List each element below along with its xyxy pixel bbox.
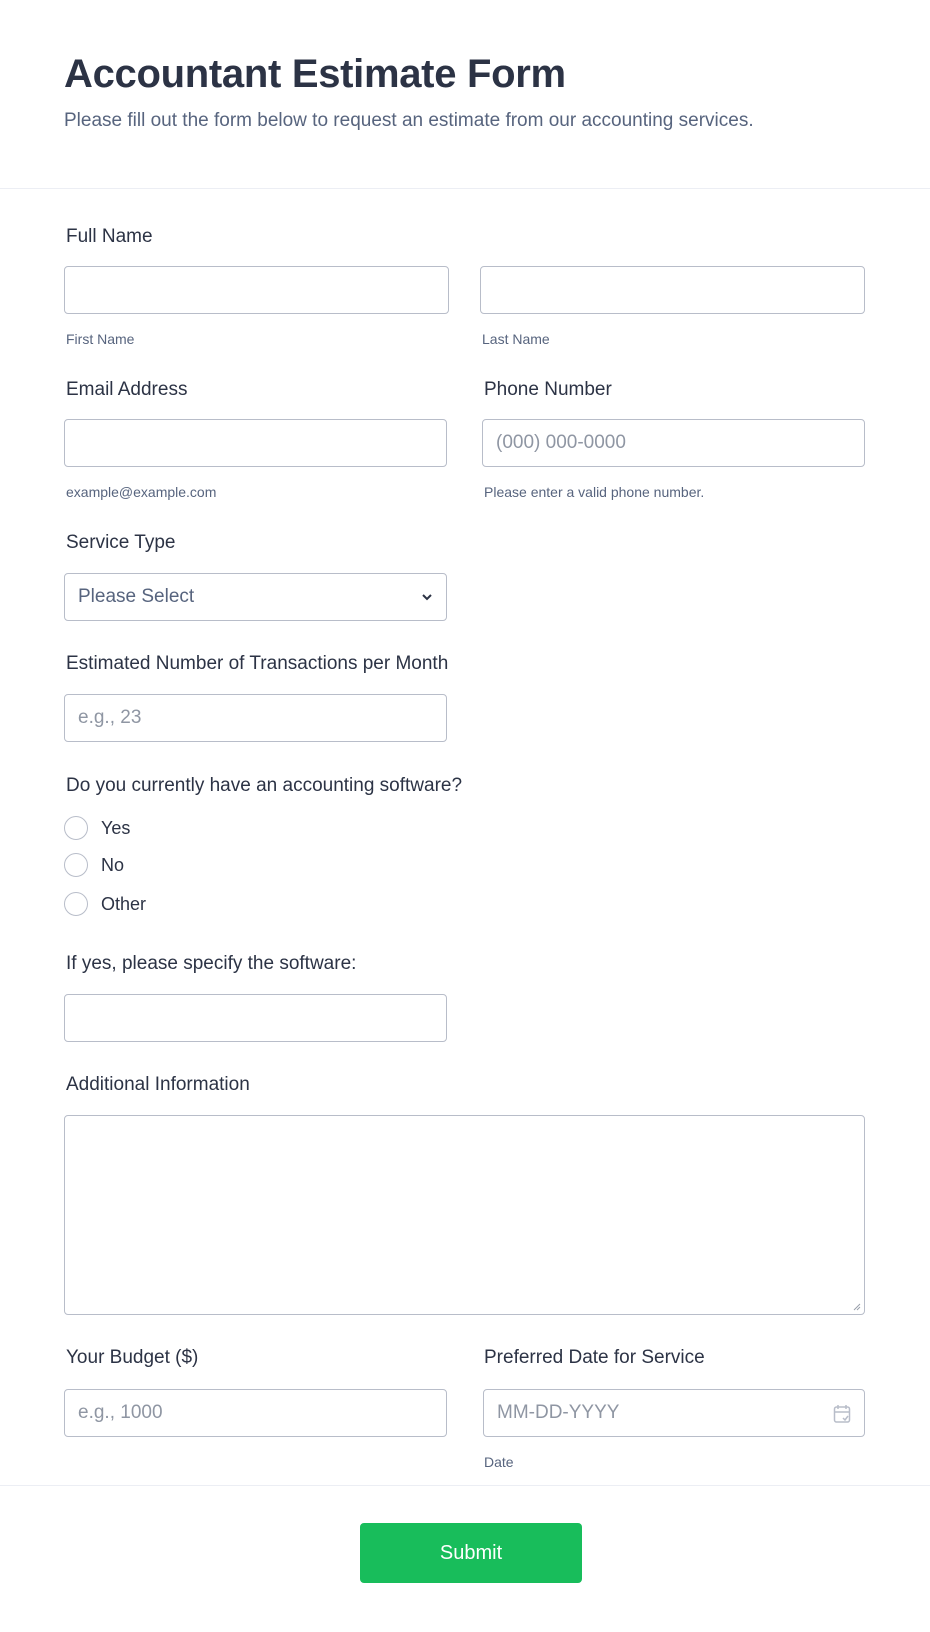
- software-specify-input[interactable]: [64, 994, 447, 1042]
- first-name-input[interactable]: [64, 266, 449, 314]
- date-sublabel: Date: [484, 1454, 514, 1470]
- submit-button[interactable]: Submit: [360, 1523, 582, 1583]
- service-type-selected: Please Select: [78, 586, 195, 607]
- preferred-date-label: Preferred Date for Service: [484, 1347, 705, 1368]
- software-specify-label: If yes, please specify the software:: [66, 953, 357, 974]
- email-input[interactable]: [64, 419, 447, 467]
- page-title: Accountant Estimate Form: [64, 52, 566, 96]
- radio-circle[interactable]: [64, 816, 88, 840]
- budget-input[interactable]: e.g., 1000: [64, 1389, 447, 1437]
- footer-divider: [0, 1485, 930, 1486]
- budget-label: Your Budget ($): [66, 1347, 199, 1368]
- header-divider: [0, 188, 930, 189]
- last-name-input[interactable]: [480, 266, 865, 314]
- radio-circle[interactable]: [64, 892, 88, 916]
- radio-option-yes[interactable]: [64, 816, 130, 840]
- email-label: Email Address: [66, 379, 188, 400]
- radio-label: Yes: [101, 817, 131, 838]
- radio-option-no[interactable]: [64, 853, 124, 877]
- additional-info-label: Additional Information: [66, 1074, 250, 1095]
- radio-option-other[interactable]: [64, 892, 146, 916]
- transactions-input[interactable]: e.g., 23: [64, 694, 447, 742]
- last-name-sublabel: Last Name: [482, 331, 550, 347]
- resize-handle-icon[interactable]: [852, 1302, 861, 1311]
- software-question-label: Do you currently have an accounting software?: [66, 775, 463, 796]
- page-subtitle: Please fill out the form below to request an estimate from our accounting services.: [64, 110, 754, 131]
- phone-input[interactable]: (000) 000-0000: [482, 419, 865, 467]
- date-placeholder: MM-DD-YYYY: [497, 1402, 620, 1423]
- radio-circle[interactable]: [64, 853, 88, 877]
- first-name-sublabel: First Name: [66, 331, 135, 347]
- radio-label: Other: [101, 893, 147, 914]
- service-type-select[interactable]: [64, 573, 447, 621]
- preferred-date-input[interactable]: [483, 1389, 865, 1437]
- phone-label: Phone Number: [484, 379, 612, 400]
- phone-sublabel: Please enter a valid phone number.: [484, 484, 705, 500]
- full-name-label: Full Name: [66, 226, 153, 247]
- email-sublabel: example@example.com: [66, 484, 217, 500]
- radio-label: No: [101, 854, 125, 875]
- additional-info-textarea[interactable]: [64, 1115, 865, 1315]
- calendar-icon[interactable]: [833, 1404, 851, 1424]
- transactions-label: Estimated Number of Transactions per Month: [66, 653, 449, 674]
- chevron-down-icon: [421, 592, 433, 602]
- service-type-label: Service Type: [66, 532, 176, 553]
